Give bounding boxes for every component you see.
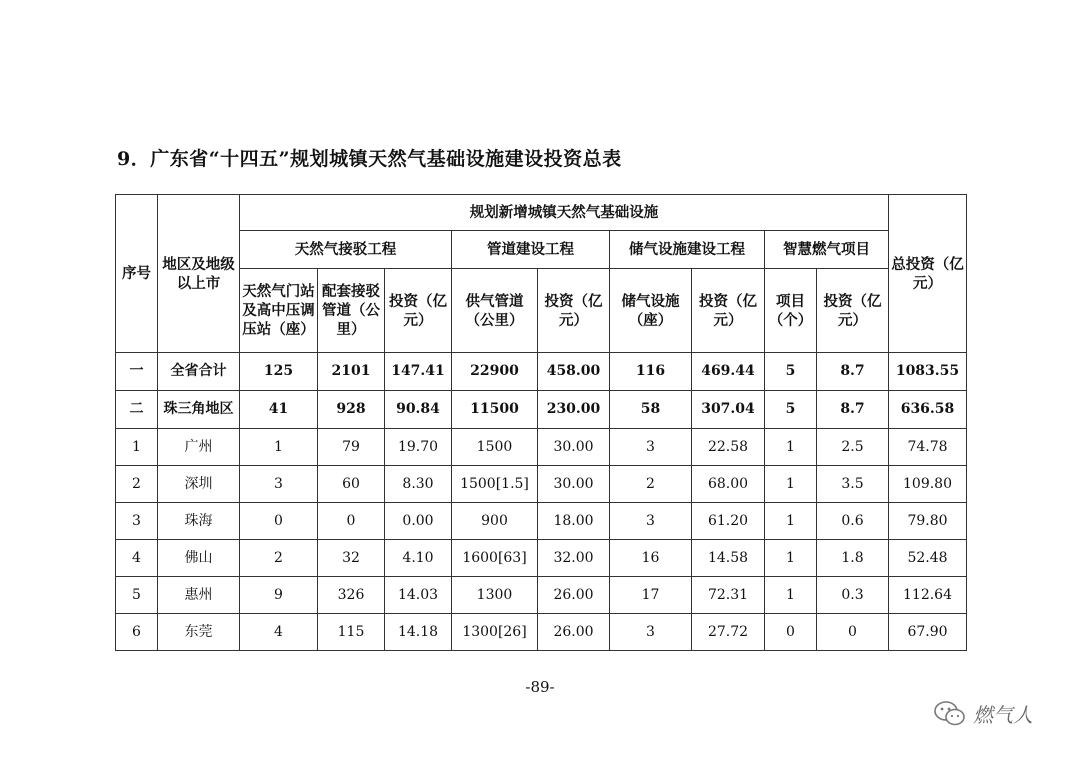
- header-pipeline: 管道建设工程: [452, 231, 610, 269]
- header-supply-pipe: 供气管道（公里）: [452, 269, 538, 353]
- cell-value: 5: [765, 353, 817, 391]
- cell-value: 0: [765, 614, 817, 651]
- cell-seq: 1: [116, 429, 158, 466]
- cell-value: 22900: [452, 353, 538, 391]
- cell-seq: 4: [116, 540, 158, 577]
- cell-value: 61.20: [692, 503, 765, 540]
- cell-value: 8.30: [385, 466, 452, 503]
- cell-value: 928: [318, 391, 385, 429]
- cell-value: 32.00: [538, 540, 610, 577]
- cell-value: 32: [318, 540, 385, 577]
- header-invest-3: 投资（亿元）: [692, 269, 765, 353]
- page-number: -89-: [525, 678, 555, 696]
- cell-value: 14.58: [692, 540, 765, 577]
- cell-value: 11500: [452, 391, 538, 429]
- cell-value: 8.7: [817, 391, 889, 429]
- cell-value: 2101: [318, 353, 385, 391]
- page-title: 9．广东省“十四五”规划城镇天然气基础设施建设投资总表: [117, 148, 622, 170]
- cell-region: 广州: [158, 429, 240, 466]
- header-row-2: [116, 231, 967, 269]
- header-group-main: 规划新增城镇天然气基础设施: [240, 195, 889, 231]
- cell-total: 636.58: [889, 391, 967, 429]
- cell-value: 60: [318, 466, 385, 503]
- header-row-3: [116, 269, 967, 353]
- cell-value: 8.7: [817, 353, 889, 391]
- cell-value: 4.10: [385, 540, 452, 577]
- watermark-text: 燃气人: [973, 703, 1033, 727]
- cell-value: 0: [240, 503, 318, 540]
- cell-value: 3: [610, 503, 692, 540]
- header-smart-gas: 智慧燃气项目: [765, 231, 889, 269]
- table-row: [116, 577, 967, 614]
- cell-region: 珠三角地区: [158, 391, 240, 429]
- cell-value: 3: [240, 466, 318, 503]
- cell-value: 26.00: [538, 577, 610, 614]
- table-row: [116, 466, 967, 503]
- cell-value: 4: [240, 614, 318, 651]
- cell-value: 30.00: [538, 429, 610, 466]
- cell-value: 1.8: [817, 540, 889, 577]
- cell-value: 41: [240, 391, 318, 429]
- cell-value: 3: [610, 429, 692, 466]
- cell-value: 147.41: [385, 353, 452, 391]
- cell-value: 68.00: [692, 466, 765, 503]
- header-invest-2: 投资（亿元）: [538, 269, 610, 353]
- cell-value: 27.72: [692, 614, 765, 651]
- cell-total: 67.90: [889, 614, 967, 651]
- cell-value: 0.6: [817, 503, 889, 540]
- cell-value: 326: [318, 577, 385, 614]
- cell-value: 1: [765, 577, 817, 614]
- table-row: [116, 614, 967, 651]
- cell-value: 19.70: [385, 429, 452, 466]
- cell-value: 26.00: [538, 614, 610, 651]
- cell-value: 1600[63]: [452, 540, 538, 577]
- cell-value: 16: [610, 540, 692, 577]
- header-region: 地区及地级以上市: [158, 195, 240, 353]
- cell-seq: 2: [116, 466, 158, 503]
- cell-value: 5: [765, 391, 817, 429]
- cell-value: 2.5: [817, 429, 889, 466]
- cell-total: 1083.55: [889, 353, 967, 391]
- cell-value: 72.31: [692, 577, 765, 614]
- wechat-bubble-icon: [933, 700, 967, 728]
- cell-value: 3.5: [817, 466, 889, 503]
- header-connection-pipe: 配套接驳管道（公里）: [318, 269, 385, 353]
- cell-value: 0.3: [817, 577, 889, 614]
- cell-value: 115: [318, 614, 385, 651]
- cell-region: 惠州: [158, 577, 240, 614]
- cell-value: 14.18: [385, 614, 452, 651]
- cell-seq: 一: [116, 353, 158, 391]
- cell-value: 0: [318, 503, 385, 540]
- header-total: 总投资（亿元）: [889, 195, 967, 353]
- cell-total: 52.48: [889, 540, 967, 577]
- cell-total: 109.80: [889, 466, 967, 503]
- cell-value: 14.03: [385, 577, 452, 614]
- cell-seq: 5: [116, 577, 158, 614]
- cell-region: 全省合计: [158, 353, 240, 391]
- cell-value: 458.00: [538, 353, 610, 391]
- table-row: [116, 391, 967, 429]
- cell-value: 469.44: [692, 353, 765, 391]
- header-row-1: [116, 195, 967, 231]
- cell-value: 1: [765, 466, 817, 503]
- cell-value: 22.58: [692, 429, 765, 466]
- cell-value: 2: [610, 466, 692, 503]
- header-gate-station: 天然气门站及高中压调压站（座）: [240, 269, 318, 353]
- cell-value: 30.00: [538, 466, 610, 503]
- cell-value: 79: [318, 429, 385, 466]
- cell-seq: 3: [116, 503, 158, 540]
- cell-value: 1: [765, 503, 817, 540]
- cell-value: 1: [240, 429, 318, 466]
- header-invest-4: 投资（亿元）: [817, 269, 889, 353]
- table-row: [116, 503, 967, 540]
- cell-value: 1300[26]: [452, 614, 538, 651]
- header-invest-1: 投资（亿元）: [385, 269, 452, 353]
- cell-total: 79.80: [889, 503, 967, 540]
- cell-value: 90.84: [385, 391, 452, 429]
- cell-value: 230.00: [538, 391, 610, 429]
- header-seq: 序号: [116, 195, 158, 353]
- cell-value: 0: [817, 614, 889, 651]
- cell-value: 58: [610, 391, 692, 429]
- header-storage: 储气设施建设工程: [610, 231, 765, 269]
- cell-region: 珠海: [158, 503, 240, 540]
- cell-region: 深圳: [158, 466, 240, 503]
- header-storage-facility: 储气设施（座）: [610, 269, 692, 353]
- cell-value: 900: [452, 503, 538, 540]
- cell-value: 1500[1.5]: [452, 466, 538, 503]
- cell-value: 1500: [452, 429, 538, 466]
- cell-value: 1: [765, 540, 817, 577]
- cell-value: 307.04: [692, 391, 765, 429]
- cell-region: 佛山: [158, 540, 240, 577]
- cell-seq: 二: [116, 391, 158, 429]
- cell-value: 18.00: [538, 503, 610, 540]
- investment-table: [115, 194, 967, 651]
- table-row: [116, 540, 967, 577]
- table-row: [116, 353, 967, 391]
- cell-value: 1300: [452, 577, 538, 614]
- table-row: [116, 429, 967, 466]
- cell-value: 3: [610, 614, 692, 651]
- cell-region: 东莞: [158, 614, 240, 651]
- cell-value: 125: [240, 353, 318, 391]
- cell-total: 112.64: [889, 577, 967, 614]
- cell-total: 74.78: [889, 429, 967, 466]
- header-projects: 项目（个）: [765, 269, 817, 353]
- cell-value: 2: [240, 540, 318, 577]
- cell-value: 116: [610, 353, 692, 391]
- cell-value: 9: [240, 577, 318, 614]
- header-gas-connection: 天然气接驳工程: [240, 231, 452, 269]
- cell-value: 17: [610, 577, 692, 614]
- cell-value: 1: [765, 429, 817, 466]
- cell-value: 0.00: [385, 503, 452, 540]
- watermark: [933, 699, 1033, 728]
- cell-seq: 6: [116, 614, 158, 651]
